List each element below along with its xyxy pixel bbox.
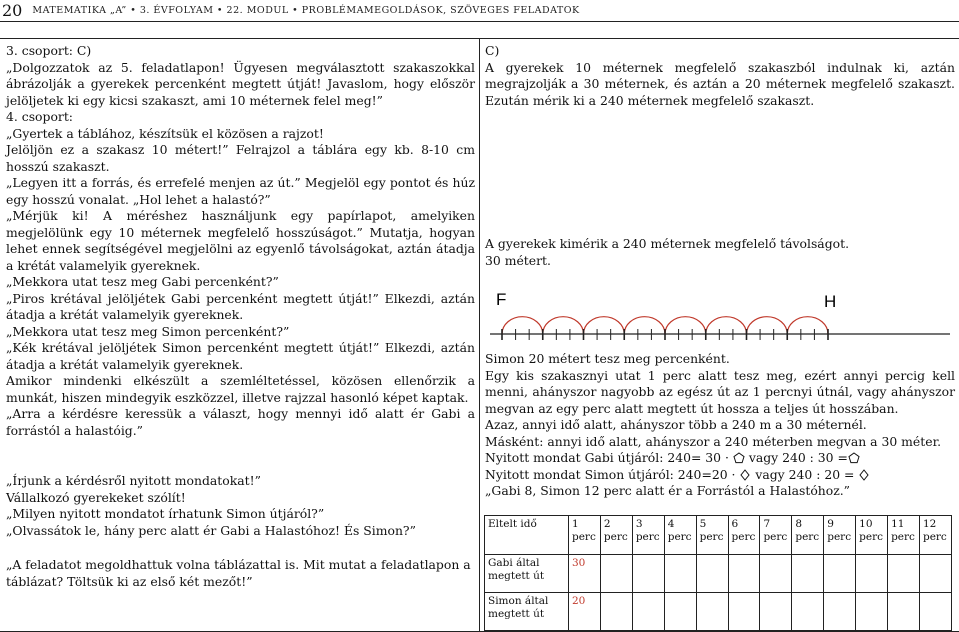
left-line: „Legyen itt a forrás, és errefelé menjen az út.” Megjelöl egy pontot és húz egy hosszú vonalat. „Hol lehet a halastó?” [6, 175, 475, 207]
table-cell: 6 perc [728, 516, 760, 555]
gabi-sentence-mid: vagy 240 : 30 = [744, 450, 848, 465]
table-cell: 3 perc [632, 516, 664, 555]
left-line: „Gyertek a táblához, készítsük el közösen a rajzot! [6, 125, 324, 141]
gabi-step-arc [747, 317, 788, 334]
intro-text: A gyerekek 10 méternek megfelelő szakaszból indulnak ki, aztán megrajzolják a 30 méternek, és aztán a 20 méternek megfelelő szakaszt. Ezután mérik ki a 240 méternek megfelelő szakaszt. [485, 59, 955, 108]
left-line: „Mérjük ki! A méréshez használjunk egy papírlapot, amelyiken megjelölünk egy 10 méternek megfelelő hosszúságot.” Mutatja, hogyan lehet ennek segítségével megjelölni az egyenlő távolságokat, aztán átadja a krétát valamelyik gyereknek. [6, 208, 475, 273]
pentagon-icon [733, 452, 745, 464]
gabi-step-arc [787, 317, 828, 334]
halasto-label: H [824, 292, 837, 311]
simon-value-cell: 20 [569, 593, 601, 631]
left-line: „Piros krétával jelöljétek Gabi percenként megtett útját!” Elkezdi, aztán átadja a krétát valamelyik gyereknek. [6, 290, 475, 322]
diamond-icon [739, 469, 751, 481]
left-line: „Milyen nyitott mondatot írhatunk Simon útjáról?” [6, 506, 325, 521]
table-cell: 10 perc [856, 516, 888, 555]
left-line: „Írjunk a kérdésről nyitott mondatokat!” [6, 473, 261, 488]
explain-line: Azaz, annyi idő alatt, ahányszor több a 240 m a 30 méternél. [485, 417, 867, 432]
left-line: „Olvassátok le, hány perc alatt ér Gabi a Halastóhoz! És Simon?” [6, 522, 416, 538]
simon-sentence-text: Nyitott mondat Simon útjáról: 240=20 · [485, 466, 740, 482]
table-cell: 8 perc [792, 516, 824, 555]
table-cell: 1 perc [569, 516, 601, 555]
gabi-step-arc [543, 317, 584, 334]
gabi-step-arc [706, 317, 747, 334]
left-column [0, 39, 480, 632]
row-label: Gabi által megtett út [485, 555, 569, 593]
gabi-sentence [485, 450, 955, 467]
explain-line: Egy kis szakasznyi utat 1 perc alatt tesz meg, ezért annyi percig kell menni, ahányszor nagyobb az egész út az 1 percnyi útnál, vagy ahányszor megvan az egy perc alatt megtett út hossza a teljes út hosszában. [485, 367, 955, 416]
measure-text: A gyerekek kimérik a 240 méternek megfelelő távolságot. [485, 236, 850, 251]
left-line: Jelöljön ez a szakasz 10 métert!” Felrajzol a táblára egy kb. 8-10 cm hosszú szakaszt. [6, 142, 475, 174]
left-line: „Mekkora utat tesz meg Gabi percenként?” [6, 274, 279, 289]
time-distance-table [484, 515, 952, 631]
table-cell: 4 perc [664, 516, 696, 555]
left-line: „Arra a kérdésre keressük a választ, hogy mennyi idő alatt ér Gabi a forrástól a halastóig.” [6, 406, 475, 438]
page-header [0, 0, 959, 22]
measure-text-2: 30 métert. [485, 252, 551, 268]
pentagon-icon [848, 452, 860, 464]
table-cell: 11 perc [888, 516, 920, 555]
left-line: Vállalkozó gyerekeket szólít! [6, 489, 186, 505]
gabi-sentence-text: Nyitott mondat Gabi útjáról: 240= 30 · [485, 450, 733, 465]
left-line: „Mekkora utat tesz meg Simon percenként?” [6, 323, 290, 339]
simon-sentence [485, 467, 955, 484]
table-cell: 7 perc [760, 516, 792, 555]
table-cell: 12 perc [919, 516, 951, 555]
row-label: Simon által megtett út [485, 593, 569, 631]
left-line: 3. csoport: C) [6, 43, 92, 58]
table-row [485, 555, 952, 593]
explain-line: Simon 20 métert tesz meg percenként. [485, 351, 730, 366]
left-line: „Kék krétával jelöljétek Simon percenként megtett útját!” Elkezdi, aztán átadja a krétát valamelyik gyereknek. [6, 340, 475, 372]
diamond-icon [858, 469, 870, 481]
left-line: „A feladatot megoldhattuk volna táblázattal is. Mit mutat a feladatlapon a táblázat? Töltsük ki az első két mezőt!” [6, 557, 471, 589]
forras-label: F [496, 290, 507, 309]
left-line: Amikor mindenki elkészült a szemléltetéssel, közösen ellenőrzik a munkát, hiszen mindegyik eszközzel, illetve rajzzal hasonló képet kaptak. [6, 373, 475, 405]
running-title: MATEMATIKA „A” • 3. ÉVFOLYAM • 22. MODUL • PROBLÉMAMEGOLDÁSOK, SZÖVEGES FELADATOK [32, 5, 580, 16]
page-number: 20 [2, 1, 23, 20]
row-label: Eltelt idő [485, 516, 569, 555]
left-line: „Dolgozzatok az 5. feladatlapon! Ügyesen megválasztott szakaszokkal ábrázolják a gyerekek percenként megtett útját! Javaslom, hogy először jelöljetek ki egy kicsi szakaszt, ami 10 méternek felel meg!” [6, 59, 475, 108]
table-cell: 5 perc [696, 516, 728, 555]
gabi-step-arc [665, 317, 706, 334]
gabi-step-arc [502, 317, 543, 334]
gabi-value-cell: 30 [569, 555, 601, 593]
explain-line: Másként: annyi idő alatt, ahányszor a 240 méterben megvan a 30 méter. [485, 433, 942, 449]
gabi-step-arc [624, 317, 665, 334]
table-row [485, 516, 952, 555]
route-diagram [484, 288, 952, 360]
section-heading: C) [485, 43, 500, 58]
answer-text: „Gabi 8, Simon 12 perc alatt ér a Forrástól a Halastóhoz.” [485, 483, 851, 498]
table-cell: 2 perc [600, 516, 632, 555]
gabi-step-arc [584, 317, 625, 334]
left-line: 4. csoport: [6, 109, 73, 124]
table-cell: 9 perc [824, 516, 856, 555]
simon-sentence-mid: vagy 240 : 20 = [751, 466, 859, 482]
table-row [485, 593, 952, 631]
